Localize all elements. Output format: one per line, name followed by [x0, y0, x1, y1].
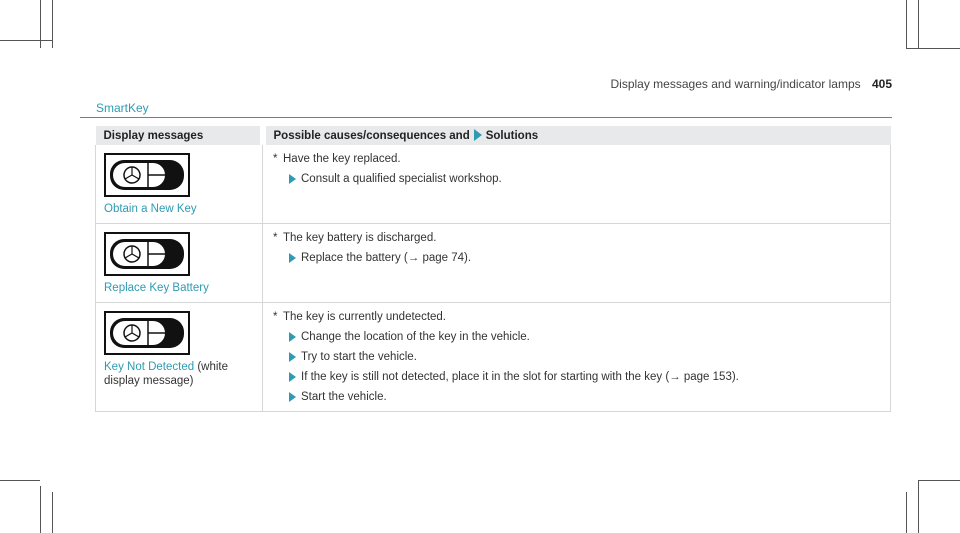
crop-mark [52, 492, 53, 533]
cause-text: * The key is currently undetected. [273, 311, 446, 323]
crop-mark [40, 486, 41, 533]
cause-text: * The key battery is discharged. [273, 232, 437, 244]
col1-header-label: Display messages [103, 129, 204, 142]
crop-mark [0, 480, 40, 481]
running-header [611, 77, 893, 91]
section-title: SmartKey [96, 101, 149, 115]
step-label: Try to start the vehicle. [301, 351, 417, 363]
step-label: Consult a qualified specialist workshop. [301, 173, 502, 185]
crop-mark [918, 0, 919, 48]
key-display-icon [104, 153, 190, 197]
step-label: Start the vehicle. [301, 391, 387, 403]
cause-text: * Have the key replaced. [273, 153, 401, 165]
section-rule [80, 117, 892, 118]
page-number: 405 [871, 77, 892, 91]
col-header-causes-solutions [263, 126, 891, 145]
message-name: Key Not Detected [104, 361, 195, 373]
col2-header-label-part1: Possible causes/consequences and [273, 130, 470, 142]
table-header-row [96, 126, 891, 145]
display-message-cell [96, 224, 263, 303]
crop-mark [906, 492, 907, 533]
step-label: Replace the battery (→ page 74). [301, 252, 472, 264]
display-message-cell [96, 145, 263, 224]
table-row [96, 224, 891, 303]
message-note: (white display message) [104, 361, 229, 387]
key-display-icon [104, 232, 190, 276]
step-arrow-icon [289, 332, 296, 342]
cause-label: The key is currently undetected. [283, 311, 446, 323]
step-arrow-icon [289, 352, 296, 362]
solution-cell [263, 224, 891, 303]
crop-mark [0, 40, 52, 41]
key-display-icon [104, 311, 190, 355]
solution-step [271, 371, 882, 383]
step-label: Change the location of the key in the vehicle. [301, 331, 530, 343]
solution-step [271, 173, 882, 185]
crop-mark [918, 480, 919, 533]
solution-arrow-icon [474, 129, 482, 141]
col-header-display-messages [96, 126, 263, 145]
solution-step [271, 252, 882, 264]
message-name: Obtain a New Key [104, 203, 197, 215]
table-row [96, 303, 891, 412]
step-arrow-icon [289, 392, 296, 402]
crop-mark [906, 48, 960, 49]
col2-header-label-part2: Solutions [485, 130, 539, 142]
solution-cell [263, 303, 891, 412]
cause-label: The key battery is discharged. [283, 232, 437, 244]
table-row [96, 145, 891, 224]
message-name: Replace Key Battery [104, 282, 209, 294]
solution-step [271, 391, 882, 403]
solution-step [271, 351, 882, 363]
crop-mark [918, 480, 960, 481]
step-label: If the key is still not detected, place it in the slot for starting with the key (→ page 153). [301, 371, 739, 383]
display-message-cell [96, 303, 263, 412]
step-arrow-icon [289, 372, 296, 382]
step-arrow-icon [289, 174, 296, 184]
cause-label: Have the key replaced. [283, 153, 401, 165]
display-messages-table [95, 126, 891, 412]
step-arrow-icon [289, 253, 296, 263]
running-header-title: Display messages and warning/indicator lamps [610, 77, 861, 91]
solution-step [271, 331, 882, 343]
crop-mark [906, 0, 907, 48]
solution-cell [263, 145, 891, 224]
crop-mark [52, 0, 53, 48]
